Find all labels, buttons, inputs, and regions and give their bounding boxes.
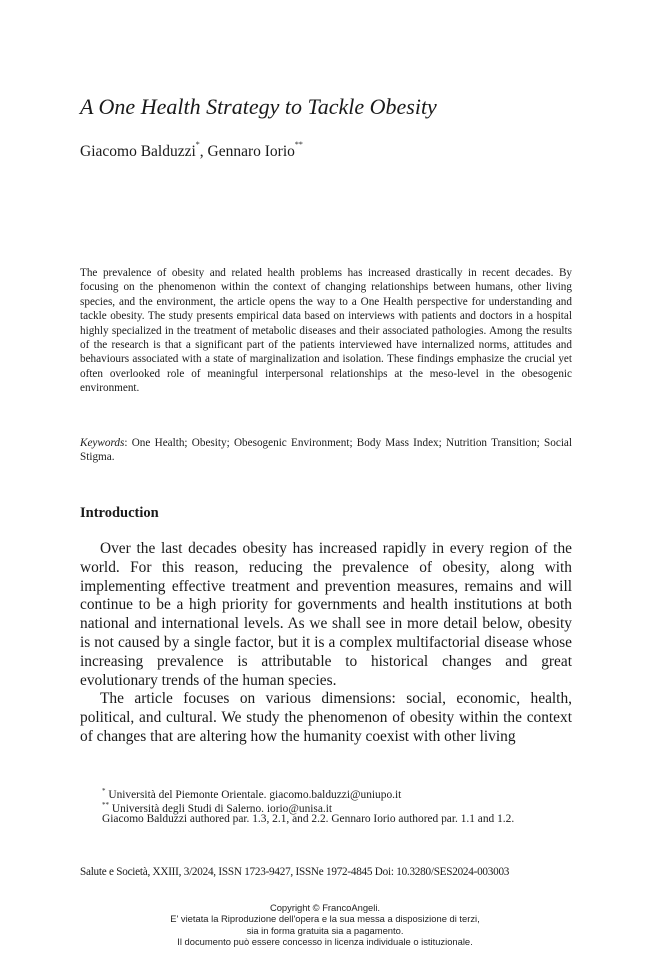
author-separator: ,: [199, 143, 208, 160]
paragraph: The article focuses on various dimensions: social, economic, health, political, and cultural. We study the phenomenon of obesity within the context of changes that are altering how the humanity coexist with other living: [80, 690, 572, 745]
article-title: A One Health Strategy to Tackle Obesity: [80, 94, 437, 119]
copyright-line: Il documento può essere concesso in licenza individuale o istituzionale.: [177, 936, 473, 948]
copyright-line: Copyright © FrancoAngeli.: [269, 902, 381, 913]
keywords: [80, 436, 572, 465]
footnote-marker: **: [102, 801, 109, 809]
author-name: Giacomo Balduzzi: [80, 143, 196, 160]
copyright-notice: [0, 902, 650, 948]
abstract: The prevalence of obesity and related health problems has increased drastically in recent decades. By focusing on the phenomenon within the context of changing relationships between humans, other living species, and the environment, the article opens the way to a One Health perspective for understanding and tackle obesity. The study presents empirical data based on interviews with patients and doctors in a hospital highly specialized in the treatment of metabolic diseases and their associated pathologies. Among the results of the research is that a significant part of the patients interviewed have internalized norms, attitudes and behaviours associated with a state of marginalization and isolation. These findings emphasize the crucial yet often overlooked role of meaningful interpersonal relationships at the meso-level in the obesogenic environment.: [80, 267, 572, 395]
footnote-text: Università degli Studi di Salerno. iorio@unisa.it: [109, 803, 333, 815]
author-line: [80, 140, 303, 161]
copyright-line: E' vietata la Riproduzione dell'opera e la sua messa a disposizione di terzi,: [170, 913, 480, 925]
body-text: [80, 540, 572, 747]
footnote-authorship: Giacomo Balduzzi authored par. 1.3, 2.1, and 2.2. Gennaro Iorio authored par. 1.1 and 1.2.: [102, 813, 515, 825]
footnote-marker: **: [294, 140, 303, 149]
footnote-marker: *: [195, 140, 200, 149]
author-name: Gennaro Iorio: [207, 143, 295, 160]
paragraph: Over the last decades obesity has increased rapidly in every region of the world. For this reason, reducing the prevalence of obesity, along with implementing effective treatment and prevention measures, remains and will continue to be a high priority for governments and health institutions at both national and international levels. As we shall see in more detail below, obesity is not caused by a single factor, but it is a complex multifactorial disease whose increasing prevalence is attributable to historical changes and great evolutionary trends of the human species.: [80, 540, 572, 689]
section-heading: Introduction: [80, 505, 159, 521]
keywords-label: Keywords: [80, 437, 125, 449]
journal-citation: Salute e Società, XXIII, 3/2024, ISSN 1723-9427, ISSNe 1972-4845 Doi: 10.3280/SES2024-003003: [80, 866, 510, 878]
footnote-text: Università del Piemonte Orientale. giacomo.balduzzi@uniupo.it: [105, 789, 402, 801]
keywords-text: One Health; Obesity; Obesogenic Environment; Body Mass Index; Nutrition Transition; Social Stigma.: [80, 437, 572, 464]
footnote-marker: *: [102, 787, 106, 795]
keywords-separator: :: [124, 437, 132, 449]
copyright-line: sia in forma gratuita sia a pagamento.: [246, 924, 404, 936]
